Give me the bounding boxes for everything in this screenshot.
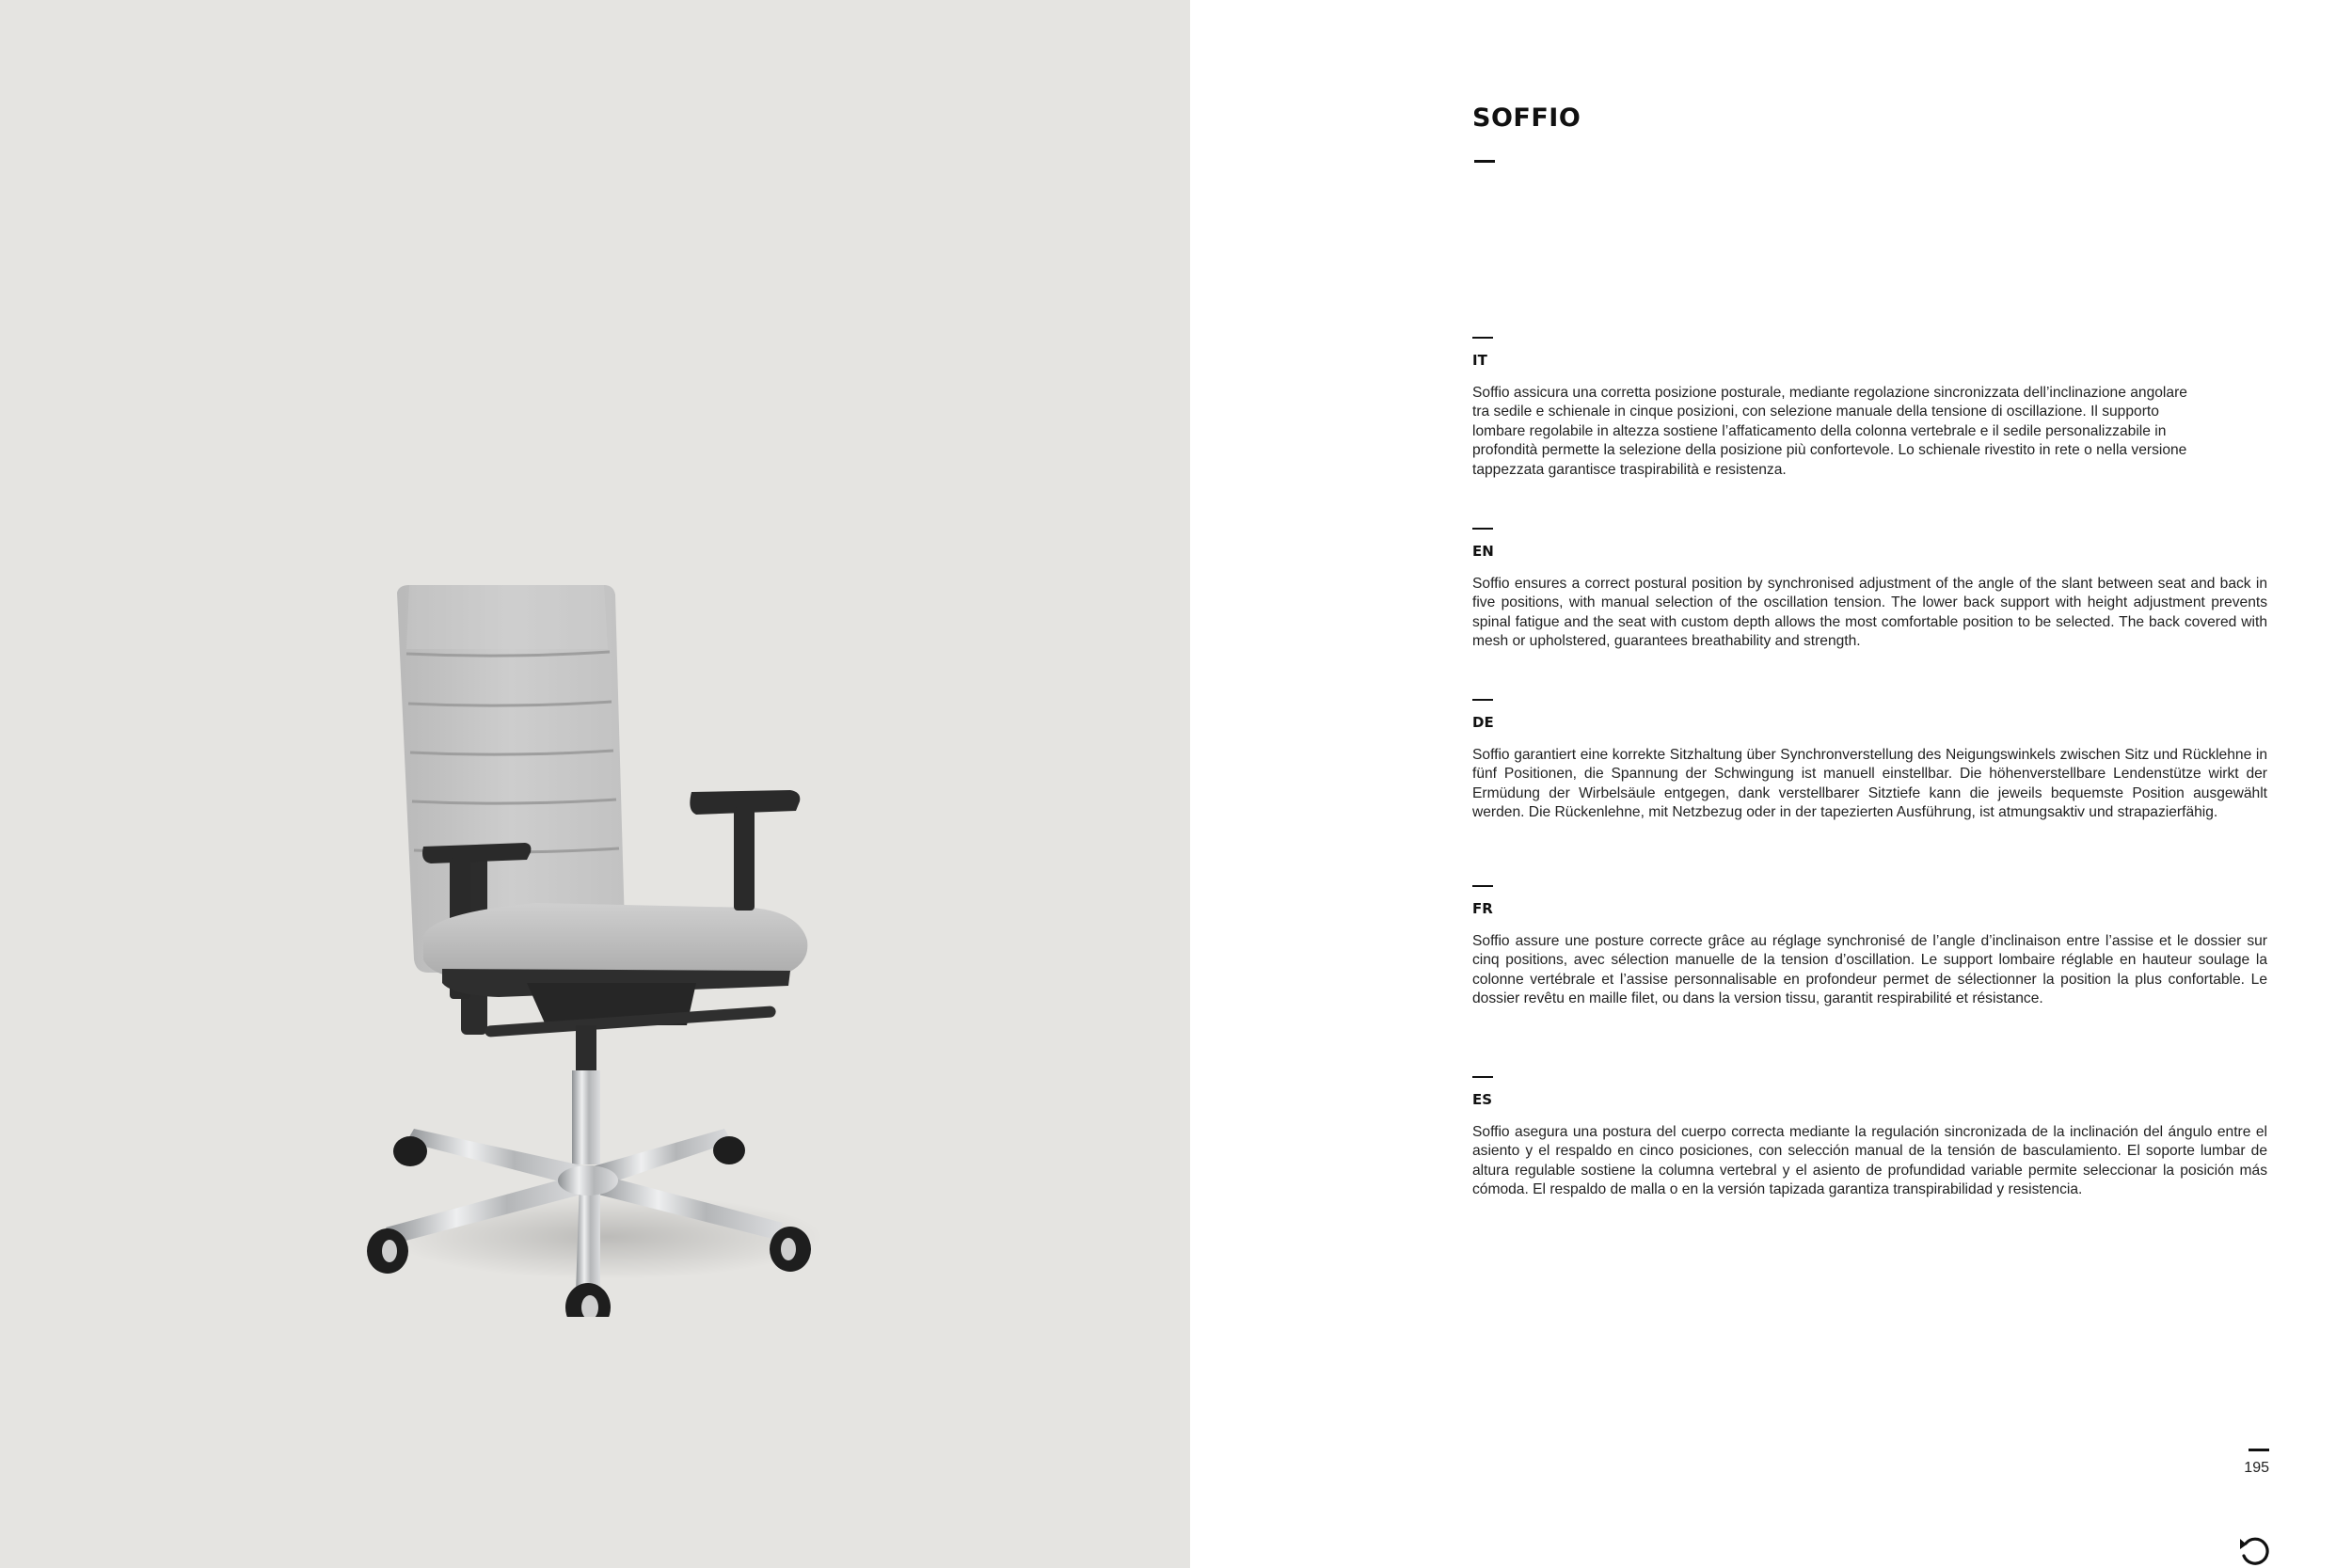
section-divider: [1472, 699, 1493, 701]
page-number: 195: [2244, 1460, 2269, 1476]
section-divider: [1472, 1076, 1493, 1078]
office-chair-image: [358, 564, 847, 1317]
title-divider: [1474, 160, 1495, 163]
section-text: Soffio ensures a correct postural position by synchronised adjustment of the angle of the slant between seat and back in five positions, with manual selection of the oscillation tension. The lower back support with height adjustment prevents spinal fatigue and the seat with custom depth allows the most comfortable position to be selected. The back covered with mesh or upholstered, guarantees breathability and strength.: [1472, 576, 2267, 650]
section-text: Soffio garantiert eine korrekte Sitzhaltung über Synchronverstellung des Neigungswinkels zwischen Sitz und Rücklehne in fünf Positionen, die Spannung der Schwingung ist manuell einstellbar. Die höhenverstellbare Lendenstütze wirkt der Ermüdung der Wirbelsäule entgegen, dank verstellbarer Sitztiefe kann die jeweils bequemste Position ausgewählt werden. Die Rückenlehne, mit Netzbezug oder in der tapezierten Ausführung, ist atmungsaktiv und strapazierfähig.: [1472, 747, 2267, 821]
section-divider: [1472, 528, 1493, 530]
undo-arrow-icon[interactable]: [2237, 1535, 2273, 1567]
section-text: Soffio assicura una corretta posizione posturale, mediante regolazione sincronizzata dell’inclinazione angolare tra sedile e schienale in cinque posizioni, con selezione manuale della tensione di oscillazione. Il supporto lombare regolabile in altezza sostiene l’affaticamento della colonna vertebrale e il sedile personalizzabile in profondità permette la selezione della posizione più confortevole. Lo schienale rivestito in rete o nella versione tappezzata garantisce traspirabilità e resistenza.: [1472, 385, 2187, 478]
language-code: EN: [1472, 543, 1494, 560]
section-text: Soffio asegura una postura del cuerpo correcta mediante la regulación sincronizada de la inclinación del ángulo entre el asiento y el respaldo en cinco posiciones, con selección manual de la tensión de basculamiento. El soporte lumbar de altura regulable sostiene la columna vertebral y el asiento de profundidad variable permite seleccionar la posición más cómoda. El respaldo de malla o en la versión tapizada garantiza transpirabilidad y resistencia.: [1472, 1124, 2267, 1198]
section-text: Soffio assure une posture correcte grâce au réglage synchronisé de l’angle d’inclinaison entre l’assise et le dossier sur cinq positions, avec sélection manuelle de la tension d’oscillation. Le support lombaire réglable en hauteur soulage la colonne vertébrale et l’assise personnalisable en profondeur permet de sélectionner la position la plus confortable. Le dossier revêtu en maille filet, ou dans la version tissu, garantit respirabilité et résistance.: [1472, 933, 2267, 1007]
product-title: SOFFIO: [1472, 103, 1581, 133]
section-de: [1472, 699, 2267, 823]
page-number-divider: [2249, 1449, 2269, 1451]
language-code: IT: [1472, 352, 1487, 369]
section-fr: [1472, 885, 2267, 1009]
section-it: [1472, 337, 2267, 480]
section-en: [1472, 528, 2267, 652]
language-code: DE: [1472, 714, 1494, 731]
section-divider: [1472, 337, 1493, 339]
section-es: [1472, 1076, 2267, 1200]
language-code: ES: [1472, 1091, 1493, 1108]
language-code: FR: [1472, 900, 1493, 917]
section-divider: [1472, 885, 1493, 887]
